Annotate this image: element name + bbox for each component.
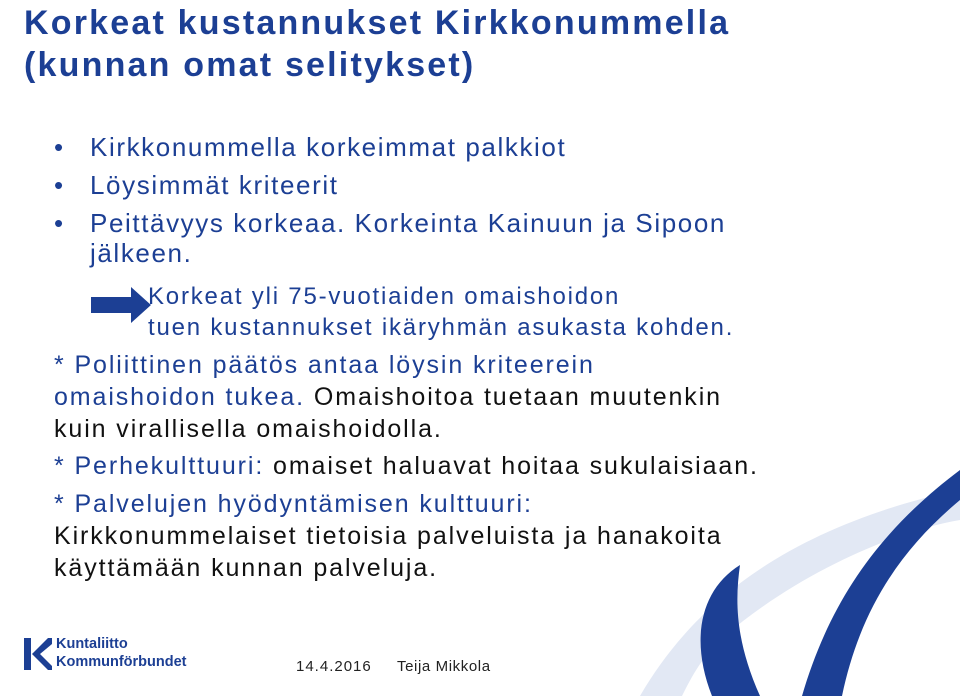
- bullet-item: • Kirkkonummella korkeimmat palkkiot: [52, 128, 726, 166]
- bullet-dot-icon: •: [54, 208, 65, 238]
- bullet-dot-icon: •: [54, 170, 65, 200]
- footer-date: 14.4.2016: [296, 658, 372, 675]
- footer-author: Teija Mikkola: [397, 658, 491, 675]
- policy-note: [54, 349, 722, 445]
- policy-note-line-2-black: Omaishoitoa tuetaan muutenkin: [313, 383, 722, 411]
- policy-note-line-2: omaishoidon tukea.: [54, 383, 306, 411]
- services-culture-label: * Palvelujen hyödyntämisen kulttuuri:: [54, 490, 533, 518]
- arrow-note: [148, 281, 734, 343]
- policy-note-line-1: * Poliittinen päätös antaa löysin kriteerein: [54, 351, 595, 379]
- arrow-note-line-2: tuen kustannukset ikäryhmän asukasta kohden.: [148, 314, 735, 341]
- bullet-item: • Peittävyys korkeaa. Korkeinta Kainuun ja Sipoon: [52, 204, 726, 242]
- title-line-1: Korkeat kustannukset Kirkkonummella: [24, 4, 731, 42]
- family-culture-label: * Perhekulttuuri:: [54, 452, 265, 480]
- policy-note-line-3: kuin virallisella omaishoidolla.: [54, 415, 443, 443]
- title-line-2: (kunnan omat selitykset): [24, 46, 476, 84]
- logo-text-line-2: Kommunförbundet: [56, 654, 187, 670]
- family-culture-note: [54, 450, 759, 482]
- right-arrow-icon: [91, 287, 151, 323]
- services-culture-line-3: käyttämään kunnan palveluja.: [54, 554, 438, 582]
- bullet-list: [52, 128, 726, 268]
- family-culture-text: omaiset haluavat hoitaa sukulaisiaan.: [273, 452, 759, 480]
- bullet-continuation: jälkeen.: [90, 238, 193, 268]
- slide-title: [24, 2, 730, 86]
- logo-text-line-1: Kuntaliitto: [56, 636, 128, 652]
- bullet-dot-icon: •: [54, 132, 65, 162]
- services-culture-line-2: Kirkkonummelaiset tietoisia palveluista ja hanakoita: [54, 522, 723, 550]
- bullet-item: • Löysimmät kriteerit: [52, 166, 726, 204]
- kuntaliitto-logo-icon: [22, 636, 52, 672]
- arrow-note-line-1: Korkeat yli 75-vuotiaiden omaishoidon: [148, 283, 621, 310]
- services-culture-note: [54, 488, 723, 584]
- dark-swoosh-right: [802, 470, 960, 696]
